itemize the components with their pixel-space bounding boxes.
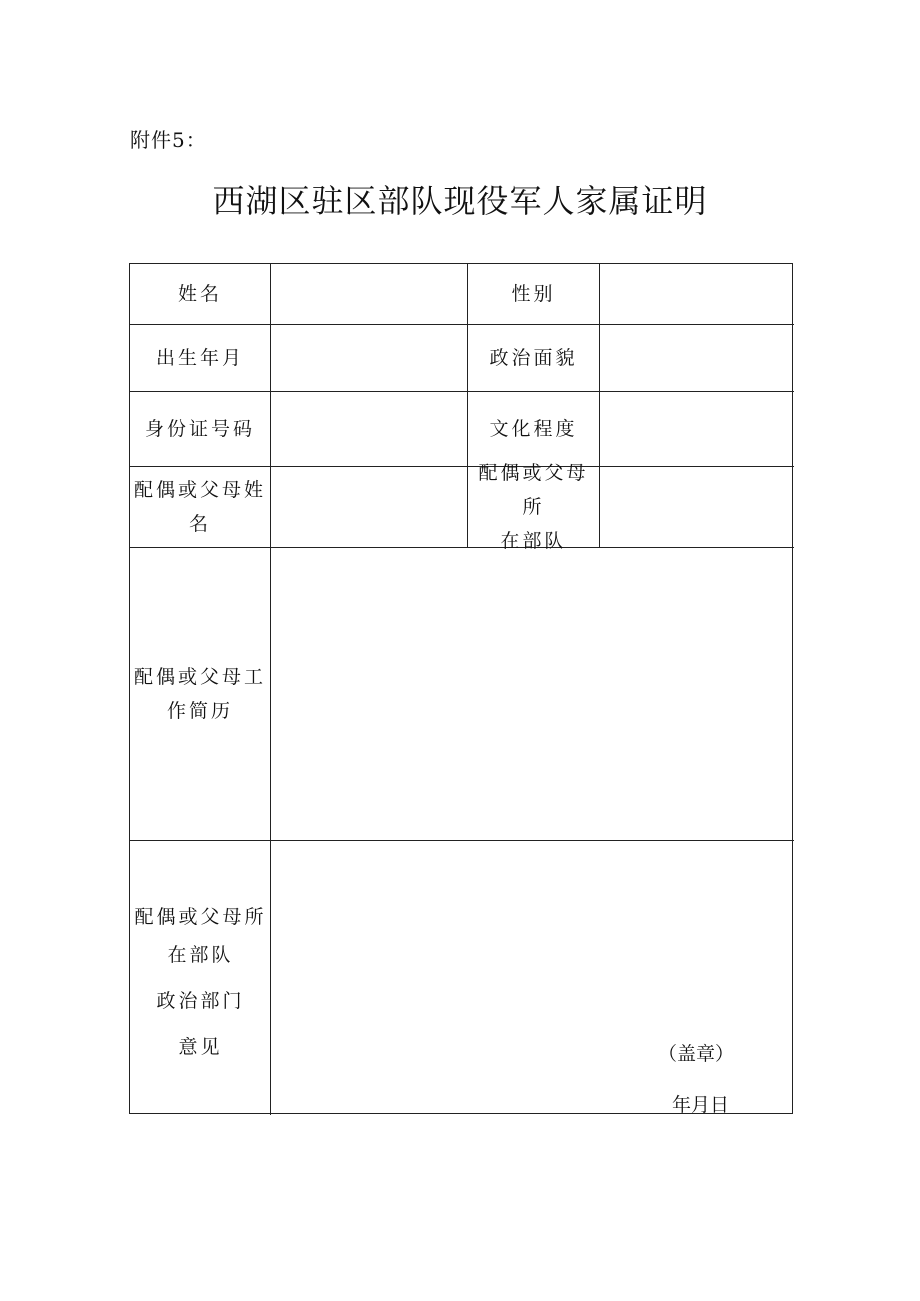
seal-text: （盖章） xyxy=(658,1043,735,1065)
work-history-label-line1: 配偶或父母工 xyxy=(133,666,266,688)
gender-label xyxy=(468,264,599,324)
certificate-form xyxy=(129,263,793,1114)
spouse-unit-label-line1: 配偶或父母所 xyxy=(478,462,589,518)
spouse-name-field[interactable] xyxy=(271,467,467,547)
birth-label xyxy=(130,325,270,391)
spouse-name-label-line2: 名 xyxy=(188,513,211,535)
opinion-label-line2: 在部队 xyxy=(167,944,234,966)
id-field[interactable] xyxy=(271,392,467,466)
education-label-text: 文化程度 xyxy=(489,418,578,440)
name-field[interactable] xyxy=(271,264,467,324)
education-field[interactable] xyxy=(600,392,793,466)
political-label-text: 政治面貌 xyxy=(489,347,578,369)
political-label xyxy=(468,325,599,391)
political-field[interactable] xyxy=(600,325,793,391)
birth-field[interactable] xyxy=(271,325,467,391)
id-label-text: 身份证号码 xyxy=(144,418,255,440)
gender-label-text: 性别 xyxy=(511,283,556,305)
opinion-label-line3: 政治部门 xyxy=(156,990,245,1012)
page-title: 西湖区驻区部队现役军人家属证明 xyxy=(212,182,708,220)
gender-field[interactable] xyxy=(600,264,793,324)
birth-label-text: 出生年月 xyxy=(155,347,244,369)
opinion-field[interactable] xyxy=(271,841,793,1114)
name-label-text: 姓名 xyxy=(177,283,222,305)
spouse-unit-label xyxy=(468,462,599,552)
work-history-field[interactable] xyxy=(271,548,793,840)
opinion-label-line4: 意见 xyxy=(178,1036,223,1058)
education-label xyxy=(468,392,599,466)
name-label xyxy=(130,264,270,324)
spouse-name-label xyxy=(130,467,270,547)
id-label xyxy=(130,392,270,466)
spouse-name-label-line1: 配偶或父母姓 xyxy=(133,479,266,501)
opinion-label xyxy=(130,900,271,1068)
attachment-label: 附件5： xyxy=(130,128,207,152)
work-history-label xyxy=(130,548,270,840)
date-text: 年月日 xyxy=(672,1094,730,1116)
spouse-unit-field[interactable] xyxy=(600,467,793,547)
spouse-unit-label-line2: 在部队 xyxy=(500,530,567,552)
opinion-label-line1: 配偶或父母所 xyxy=(134,906,267,928)
work-history-label-line2: 作简历 xyxy=(166,700,233,722)
